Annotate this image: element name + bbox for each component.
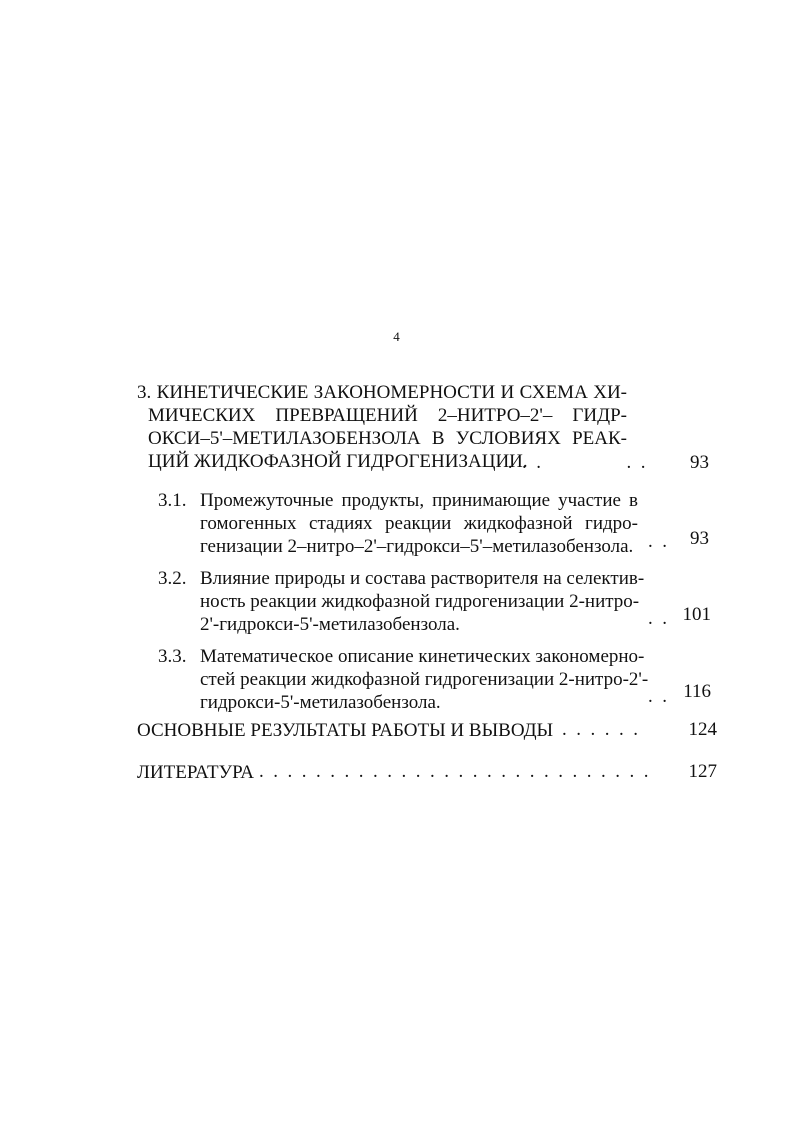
- toc-leader-dots: . . . . .: [503, 452, 646, 473]
- toc-leader-dots: . .: [648, 608, 667, 629]
- toc-entry-results[interactable]: [137, 719, 553, 742]
- toc-entry-number: 3.3.: [158, 646, 187, 667]
- toc-entry-text-line: стей реакции жидкофазной гидрогенизации 2-нитро-2'-: [200, 669, 649, 690]
- toc-entry-text-line: ОКСИ–5'–МЕТИЛАЗОБЕНЗОЛА В УСЛОВИЯХ РЕАК-: [148, 428, 627, 449]
- toc-page-number: 124: [688, 719, 717, 740]
- toc-entry-section-3-1[interactable]: [158, 489, 638, 559]
- toc-entry-literature[interactable]: [137, 761, 254, 784]
- toc-entry-text-line: 2'-гидрокси-5'-метилазобензола.: [200, 614, 460, 635]
- toc-entry-title: ОСНОВНЫЕ РЕЗУЛЬТАТЫ РАБОТЫ И ВЫВОДЫ: [137, 720, 554, 741]
- toc-entry-text-line: гомогенных стадиях реакции жидкофазной гидро-: [200, 513, 638, 534]
- toc-entry-number: 3.2.: [158, 568, 187, 589]
- toc-entry-title: ЛИТЕРАТУРА: [137, 762, 254, 783]
- toc-page-number: 93: [690, 452, 709, 473]
- toc-entry-number: 3.1.: [158, 490, 187, 511]
- page-number: 4: [393, 329, 400, 344]
- toc-entry-text-line: Промежуточные продукты, принимающие участие в: [200, 490, 638, 511]
- toc-leader-dots: . .: [648, 531, 667, 552]
- toc-entry-section-3-2[interactable]: [158, 567, 645, 637]
- toc-entry-text-line: 3. КИНЕТИЧЕСКИЕ ЗАКОНОМЕРНОСТИ И СХЕМА ХИ-: [137, 382, 627, 403]
- toc-entry-text-line: ЦИЙ ЖИДКОФАЗНОЙ ГИДРОГЕНИЗАЦИИ.: [148, 451, 528, 472]
- toc-page-number: 101: [682, 604, 711, 625]
- toc-leader-dots: . .: [648, 686, 667, 707]
- toc-page-number: 93: [690, 528, 709, 549]
- toc-entry-text-line: генизации 2–нитро–2'–гидрокси–5'–метилазобензола.: [200, 536, 634, 557]
- toc-entry-text-line: Математическое описание кинетических закономерно-: [200, 646, 645, 667]
- toc-entry-section-3-3[interactable]: [158, 645, 649, 715]
- toc-entry-text-line: ность реакции жидкофазной гидрогенизации 2-нитро-: [200, 591, 640, 612]
- toc-entry-text-line: гидрокси-5'-метилазобензола.: [200, 692, 441, 713]
- toc-page-number: 127: [688, 761, 717, 782]
- toc-entry-text-line: МИЧЕСКИХ ПРЕВРАЩЕНИЙ 2–НИТРО–2'– ГИДР-: [148, 405, 627, 426]
- toc-entry-text-line: Влияние природы и состава растворителя на селектив-: [200, 568, 645, 589]
- toc-leader-dots: . . . . . . . . . . . . . . . . . . . . . . . . . . . .: [259, 761, 649, 782]
- toc-leader-dots: . . . . . .: [562, 719, 638, 740]
- toc-page-number: 116: [683, 681, 711, 702]
